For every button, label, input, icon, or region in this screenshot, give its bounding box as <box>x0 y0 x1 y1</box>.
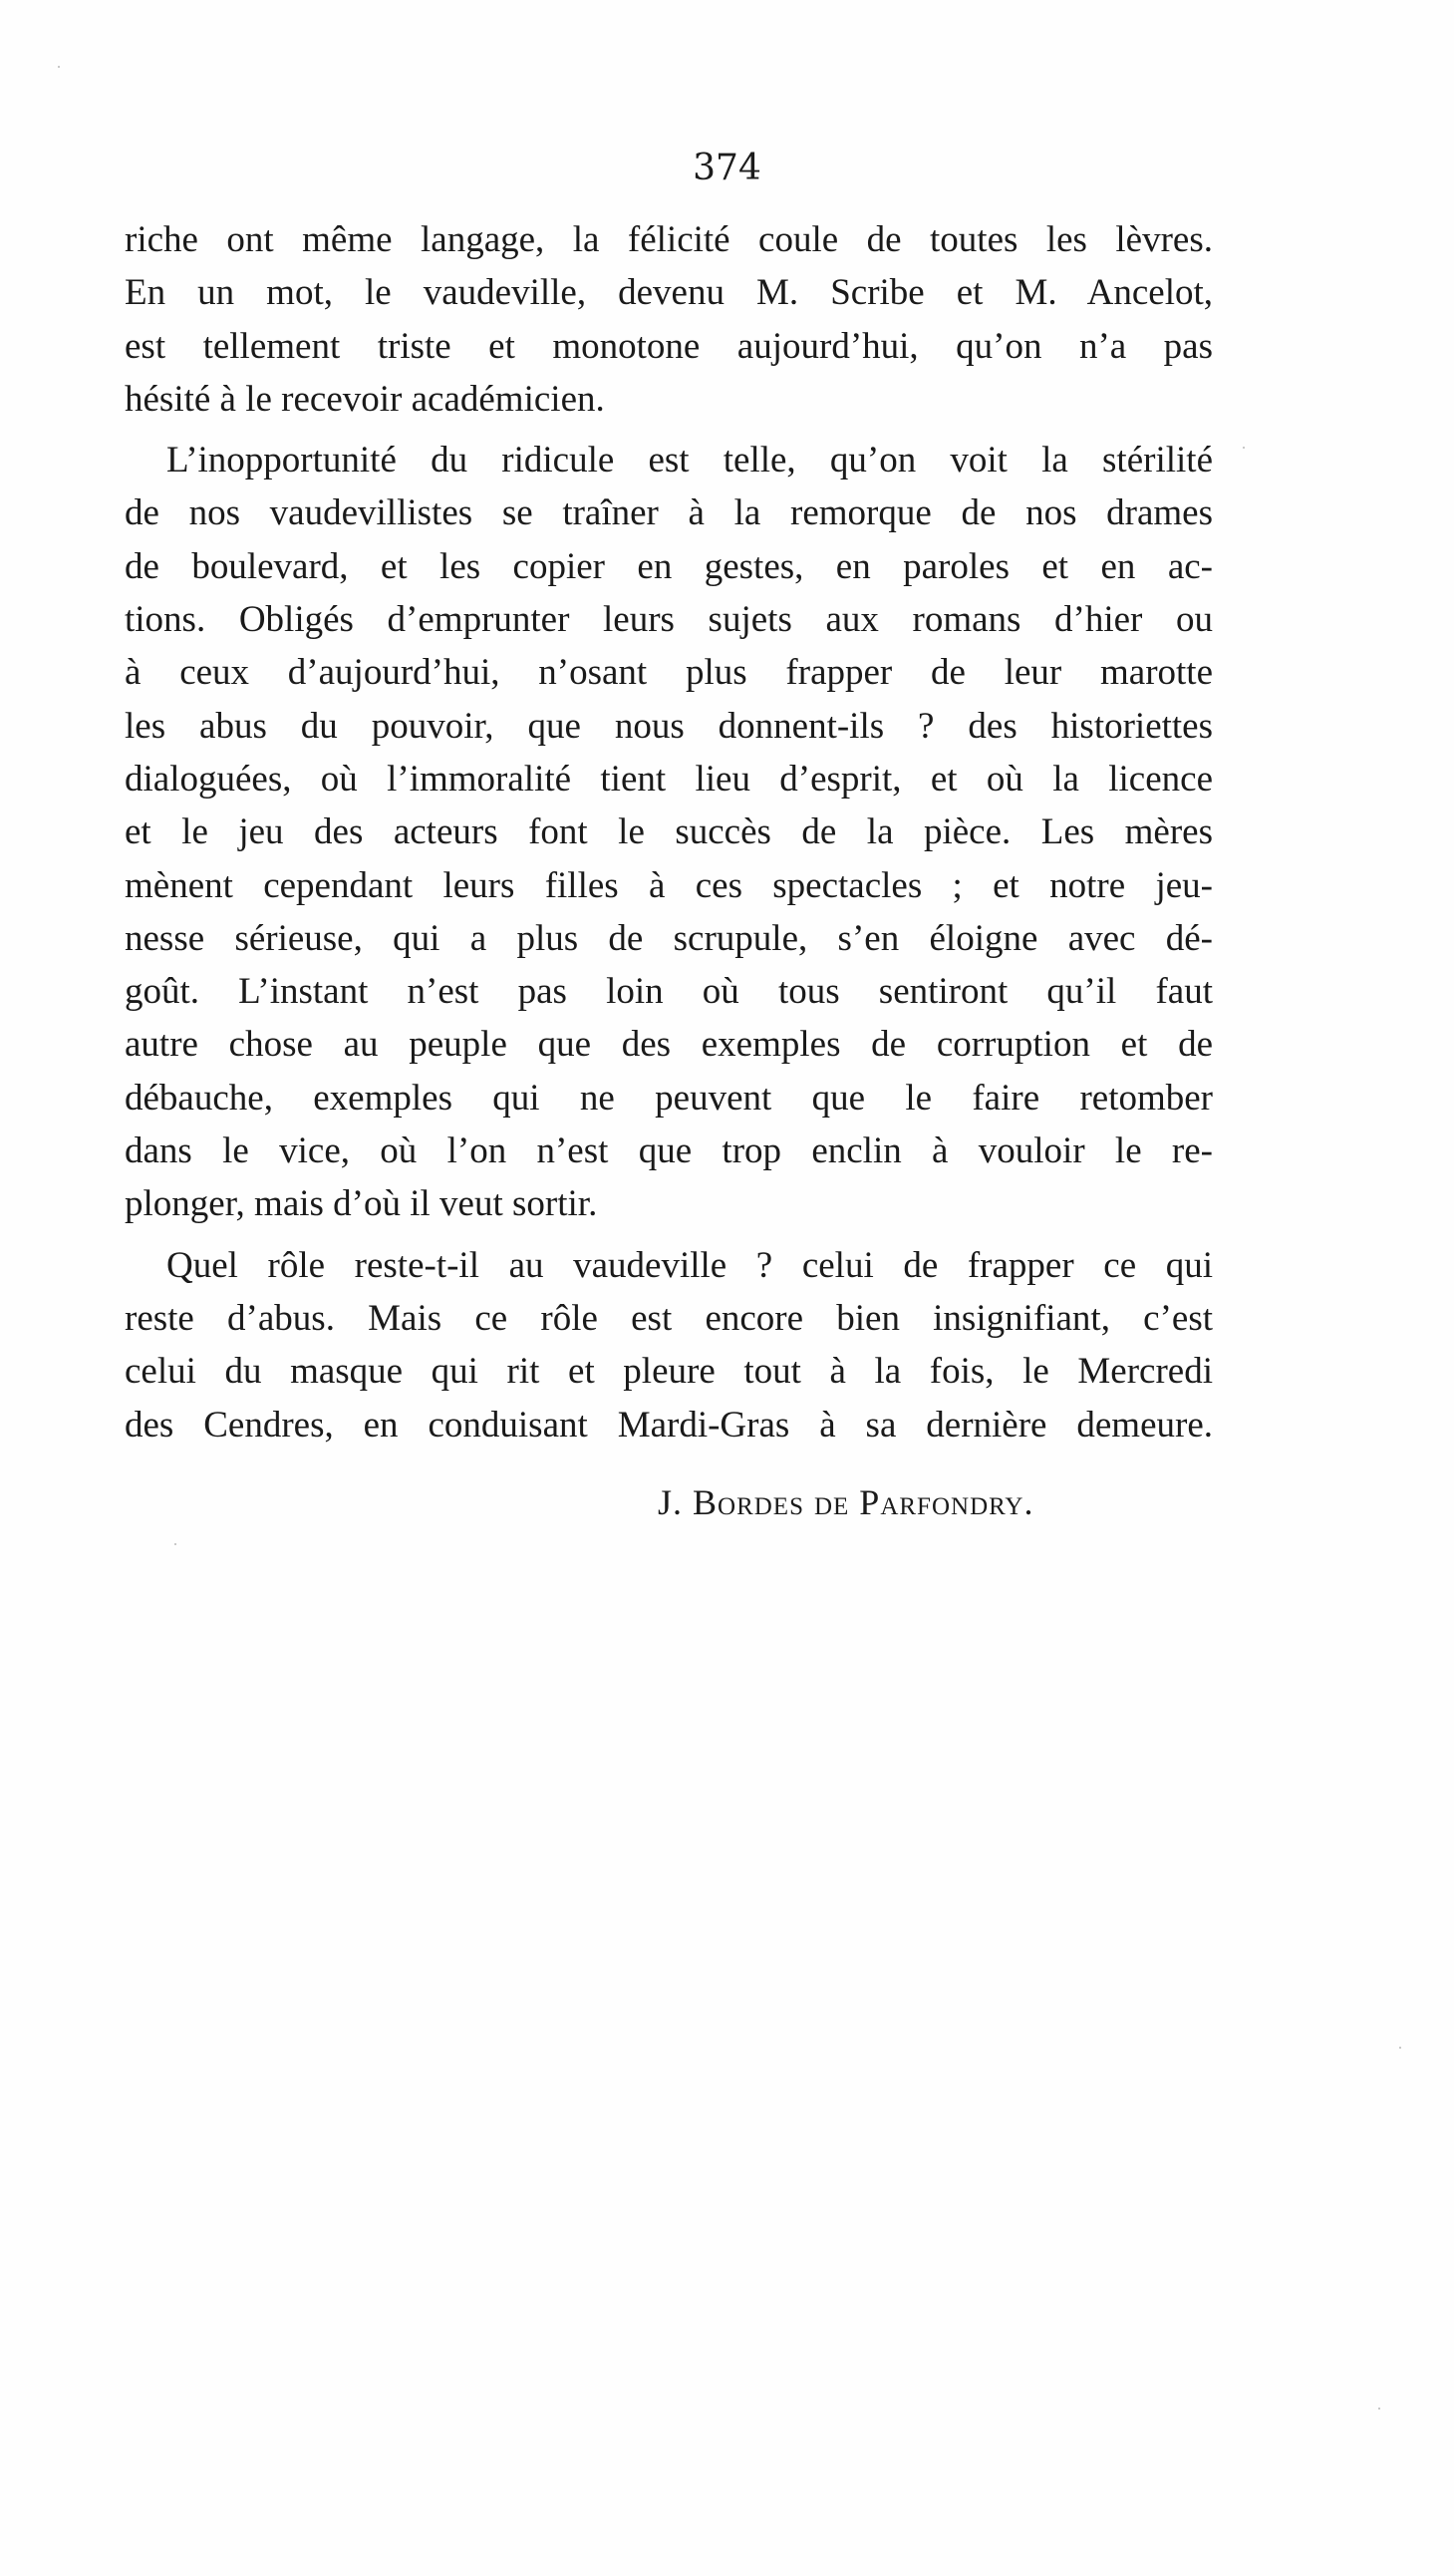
text-line: reste d’abus. Mais ce rôle est encore bien insignifiant, c’est <box>125 1297 1213 1339</box>
text-line: de boulevard, et les copier en gestes, en paroles et en ac- <box>125 545 1213 587</box>
paper-speck <box>58 66 60 68</box>
text-line: hésité à le recevoir académicien. <box>125 378 605 420</box>
text-line: celui du masque qui rit et pleure tout à la fois, le Mercredi <box>125 1351 1213 1393</box>
page-number: 374 <box>693 148 761 188</box>
text-line: à ceux d’aujourd’hui, n’osant plus frapper de leur marotte <box>125 652 1213 694</box>
paragraph-gap <box>125 1231 1213 1239</box>
body-text <box>125 213 1213 1451</box>
text-line: goût. L’instant n’est pas loin où tous sentiront qu’il faut <box>125 971 1213 1013</box>
text-line: est tellement triste et monotone aujourd’hui, qu’on n’a pas <box>125 325 1213 367</box>
text-line: L’inopportunité du ridicule est telle, qu’on voit la stérilité <box>166 440 1213 482</box>
text-line: débauche, exemples qui ne peuvent que le faire retomber <box>125 1077 1213 1119</box>
text-line: nesse sérieuse, qui a plus de scrupule, s’en éloigne avec dé- <box>125 917 1213 959</box>
paper-speck <box>1378 2408 1380 2410</box>
author-signature: J. Bordes de Parfondry. <box>658 1482 1034 1522</box>
text-line: dans le vice, où l’on n’est que trop enclin à vouloir le re- <box>125 1130 1213 1172</box>
text-line: les abus du pouvoir, que nous donnent-ils ? des historiettes <box>125 705 1213 747</box>
paper-speck <box>1243 447 1245 449</box>
text-line: de nos vaudevillistes se traîner à la remorque de nos drames <box>125 492 1213 534</box>
paragraph-1 <box>125 213 1213 426</box>
paragraph-gap <box>125 426 1213 434</box>
paper-speck <box>1399 2047 1401 2049</box>
paragraph-2 <box>125 434 1213 1230</box>
text-line: plonger, mais d’où il veut sortir. <box>125 1183 598 1225</box>
paper-speck <box>174 1543 176 1545</box>
paragraph-3 <box>125 1239 1213 1451</box>
text-line: mènent cependant leurs filles à ces spectacles ; et notre jeu- <box>125 864 1213 906</box>
text-line: dialoguées, où l’immoralité tient lieu d’esprit, et où la licence <box>125 758 1213 800</box>
text-line: et le jeu des acteurs font le succès de la pièce. Les mères <box>125 811 1213 853</box>
text-line: tions. Obligés d’emprunter leurs sujets aux romans d’hier ou <box>125 599 1213 641</box>
text-line: riche ont même langage, la félicité coule de toutes les lèvres. <box>125 219 1213 260</box>
text-line: En un mot, le vaudeville, devenu M. Scribe et M. Ancelot, <box>125 272 1213 314</box>
text-line: des Cendres, en conduisant Mardi-Gras à sa dernière demeure. <box>125 1404 1213 1446</box>
text-line: Quel rôle reste-t-il au vaudeville ? celui de frapper ce qui <box>166 1244 1213 1286</box>
text-line: autre chose au peuple que des exemples de corruption et de <box>125 1024 1213 1066</box>
